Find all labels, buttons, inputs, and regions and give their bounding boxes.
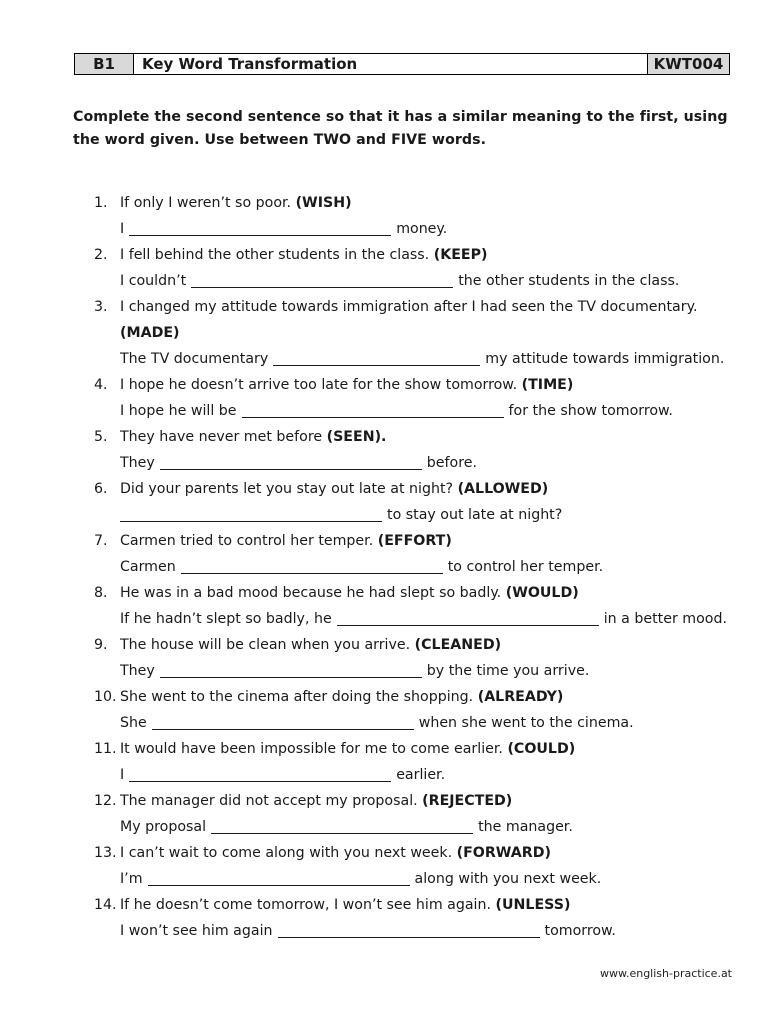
answer-prefix: I bbox=[120, 767, 125, 783]
exercise-item bbox=[94, 294, 744, 372]
item-prompt-line bbox=[94, 840, 744, 866]
item-number: 9. bbox=[94, 637, 108, 653]
answer-blank[interactable] bbox=[242, 401, 504, 418]
item-keyword: (COULD) bbox=[507, 741, 576, 757]
answer-blank[interactable] bbox=[129, 765, 391, 782]
answer-prefix: If he hadn’t slept so badly, he bbox=[120, 611, 332, 627]
item-keyword: (KEEP) bbox=[433, 247, 488, 263]
item-prompt-line bbox=[94, 684, 744, 710]
item-number: 13. bbox=[94, 845, 117, 861]
answer-suffix: earlier. bbox=[396, 767, 446, 783]
exercise-item bbox=[94, 372, 744, 424]
answer-prefix: I won’t see him again bbox=[120, 923, 273, 939]
answer-suffix: tomorrow. bbox=[544, 923, 616, 939]
answer-blank[interactable] bbox=[191, 271, 453, 288]
answer-suffix: the manager. bbox=[478, 819, 573, 835]
exercise-item bbox=[94, 424, 744, 476]
answer-blank[interactable] bbox=[273, 349, 480, 366]
item-keyword: (REJECTED) bbox=[422, 793, 513, 809]
item-keyword: (MADE) bbox=[120, 325, 180, 341]
answer-prefix: The TV documentary bbox=[120, 351, 269, 367]
answer-prefix: I hope he will be bbox=[120, 403, 237, 419]
item-prompt-line bbox=[94, 372, 744, 398]
item-sentence: I changed my attitude towards immigration after I had seen the TV documentary. bbox=[120, 299, 698, 315]
item-answer-line bbox=[94, 268, 744, 294]
item-sentence: The manager did not accept my proposal. bbox=[120, 793, 418, 809]
item-number: 10. bbox=[94, 689, 117, 705]
instructions: Complete the second sentence so that it has a similar meaning to the first, using the word given. Use between TWO and FIVE words. bbox=[73, 109, 728, 148]
answer-suffix: along with you next week. bbox=[414, 871, 602, 887]
exercise-item bbox=[94, 892, 744, 944]
item-keyword: (WISH) bbox=[295, 195, 352, 211]
item-number: 14. bbox=[94, 897, 117, 913]
item-answer-line bbox=[94, 866, 744, 892]
exercise-item bbox=[94, 684, 744, 736]
answer-suffix: for the show tomorrow. bbox=[508, 403, 673, 419]
answer-blank[interactable] bbox=[120, 505, 382, 522]
exercise-item bbox=[94, 632, 744, 684]
answer-suffix: my attitude towards immigration. bbox=[485, 351, 725, 367]
answer-prefix: My proposal bbox=[120, 819, 207, 835]
item-answer-line bbox=[94, 814, 744, 840]
answer-blank[interactable] bbox=[181, 557, 443, 574]
answer-prefix: I’m bbox=[120, 871, 143, 887]
item-answer-line bbox=[94, 658, 744, 684]
exercise-item bbox=[94, 528, 744, 580]
item-number: 6. bbox=[94, 481, 108, 497]
answer-blank[interactable] bbox=[211, 817, 473, 834]
item-sentence: Did your parents let you stay out late at night? bbox=[120, 481, 454, 497]
item-prompt-line bbox=[94, 242, 744, 268]
item-prompt-line bbox=[94, 580, 744, 606]
item-keyword: (ALLOWED) bbox=[457, 481, 549, 497]
answer-prefix: I couldn’t bbox=[120, 273, 187, 289]
item-sentence: If he doesn’t come tomorrow, I won’t see him again. bbox=[120, 897, 492, 913]
item-number: 2. bbox=[94, 247, 108, 263]
item-keyword: (ALREADY) bbox=[477, 689, 564, 705]
item-answer-line bbox=[94, 710, 744, 736]
answer-prefix: They bbox=[120, 663, 155, 679]
item-number: 7. bbox=[94, 533, 108, 549]
exercise-item bbox=[94, 788, 744, 840]
exercise-item bbox=[94, 840, 744, 892]
header-table bbox=[74, 53, 730, 75]
item-sentence: I hope he doesn’t arrive too late for the show tomorrow. bbox=[120, 377, 518, 393]
item-prompt-line bbox=[94, 632, 744, 658]
item-number: 1. bbox=[94, 195, 108, 211]
item-answer-line bbox=[94, 216, 744, 242]
item-keyword: (FORWARD) bbox=[456, 845, 551, 861]
item-keyword: (WOULD) bbox=[505, 585, 579, 601]
item-number: 3. bbox=[94, 299, 108, 315]
answer-suffix: to stay out late at night? bbox=[387, 507, 563, 523]
answer-suffix: in a better mood. bbox=[603, 611, 727, 627]
item-sentence: He was in a bad mood because he had slept so badly. bbox=[120, 585, 502, 601]
exercise-item bbox=[94, 736, 744, 788]
item-prompt-line bbox=[94, 736, 744, 762]
exercise-item bbox=[94, 190, 744, 242]
item-keyword: (EFFORT) bbox=[377, 533, 452, 549]
item-answer-line bbox=[94, 554, 744, 580]
item-prompt-line bbox=[94, 528, 744, 554]
item-prompt-line bbox=[94, 476, 744, 502]
level-cell: B1 bbox=[75, 54, 134, 74]
item-sentence: I fell behind the other students in the class. bbox=[120, 247, 430, 263]
answer-blank[interactable] bbox=[148, 869, 410, 886]
item-prompt-line bbox=[94, 190, 744, 216]
worksheet-code: KWT004 bbox=[648, 54, 729, 74]
item-answer-line bbox=[94, 346, 744, 372]
item-number: 4. bbox=[94, 377, 108, 393]
item-keyword: (CLEANED) bbox=[414, 637, 502, 653]
item-number: 12. bbox=[94, 793, 117, 809]
item-answer-line bbox=[94, 762, 744, 788]
answer-suffix: the other students in the class. bbox=[458, 273, 680, 289]
exercise-list bbox=[94, 190, 744, 944]
item-sentence: It would have been impossible for me to come earlier. bbox=[120, 741, 503, 757]
item-sentence: I can’t wait to come along with you next week. bbox=[120, 845, 453, 861]
answer-prefix: They bbox=[120, 455, 155, 471]
item-sentence: Carmen tried to control her temper. bbox=[120, 533, 374, 549]
item-number: 8. bbox=[94, 585, 108, 601]
answer-suffix: money. bbox=[396, 221, 448, 237]
item-prompt-line bbox=[94, 788, 744, 814]
item-keyword: (TIME) bbox=[521, 377, 574, 393]
answer-suffix: to control her temper. bbox=[447, 559, 604, 575]
answer-blank[interactable] bbox=[129, 219, 391, 236]
exercise-item bbox=[94, 476, 744, 528]
answer-blank[interactable] bbox=[278, 921, 540, 938]
worksheet-title: Key Word Transformation bbox=[134, 54, 648, 74]
answer-blank[interactable] bbox=[337, 609, 599, 626]
item-sentence: They have never met before bbox=[120, 429, 323, 445]
footer-url: www.english-practice.at bbox=[599, 967, 732, 980]
item-prompt-line bbox=[94, 892, 744, 918]
item-answer-line bbox=[94, 398, 744, 424]
item-keyword: (UNLESS) bbox=[495, 897, 571, 913]
answer-prefix: Carmen bbox=[120, 559, 176, 575]
answer-suffix: before. bbox=[426, 455, 477, 471]
item-sentence: She went to the cinema after doing the shopping. bbox=[120, 689, 474, 705]
item-number: 5. bbox=[94, 429, 108, 445]
item-number: 11. bbox=[94, 741, 117, 757]
answer-prefix: I bbox=[120, 221, 125, 237]
item-keyword: (SEEN). bbox=[326, 429, 387, 445]
item-answer-line bbox=[94, 918, 744, 944]
answer-suffix: by the time you arrive. bbox=[426, 663, 590, 679]
item-answer-line bbox=[94, 502, 744, 528]
exercise-item bbox=[94, 580, 744, 632]
answer-blank[interactable] bbox=[160, 661, 422, 678]
item-sentence: The house will be clean when you arrive. bbox=[120, 637, 411, 653]
answer-blank[interactable] bbox=[160, 453, 422, 470]
item-prompt-line bbox=[94, 424, 744, 450]
item-answer-line bbox=[94, 450, 744, 476]
exercise-item bbox=[94, 242, 744, 294]
item-prompt-line bbox=[94, 294, 744, 320]
answer-suffix: when she went to the cinema. bbox=[418, 715, 634, 731]
answer-prefix: She bbox=[120, 715, 147, 731]
answer-blank[interactable] bbox=[152, 713, 414, 730]
item-answer-line bbox=[94, 606, 744, 632]
item-sentence: If only I weren’t so poor. bbox=[120, 195, 292, 211]
